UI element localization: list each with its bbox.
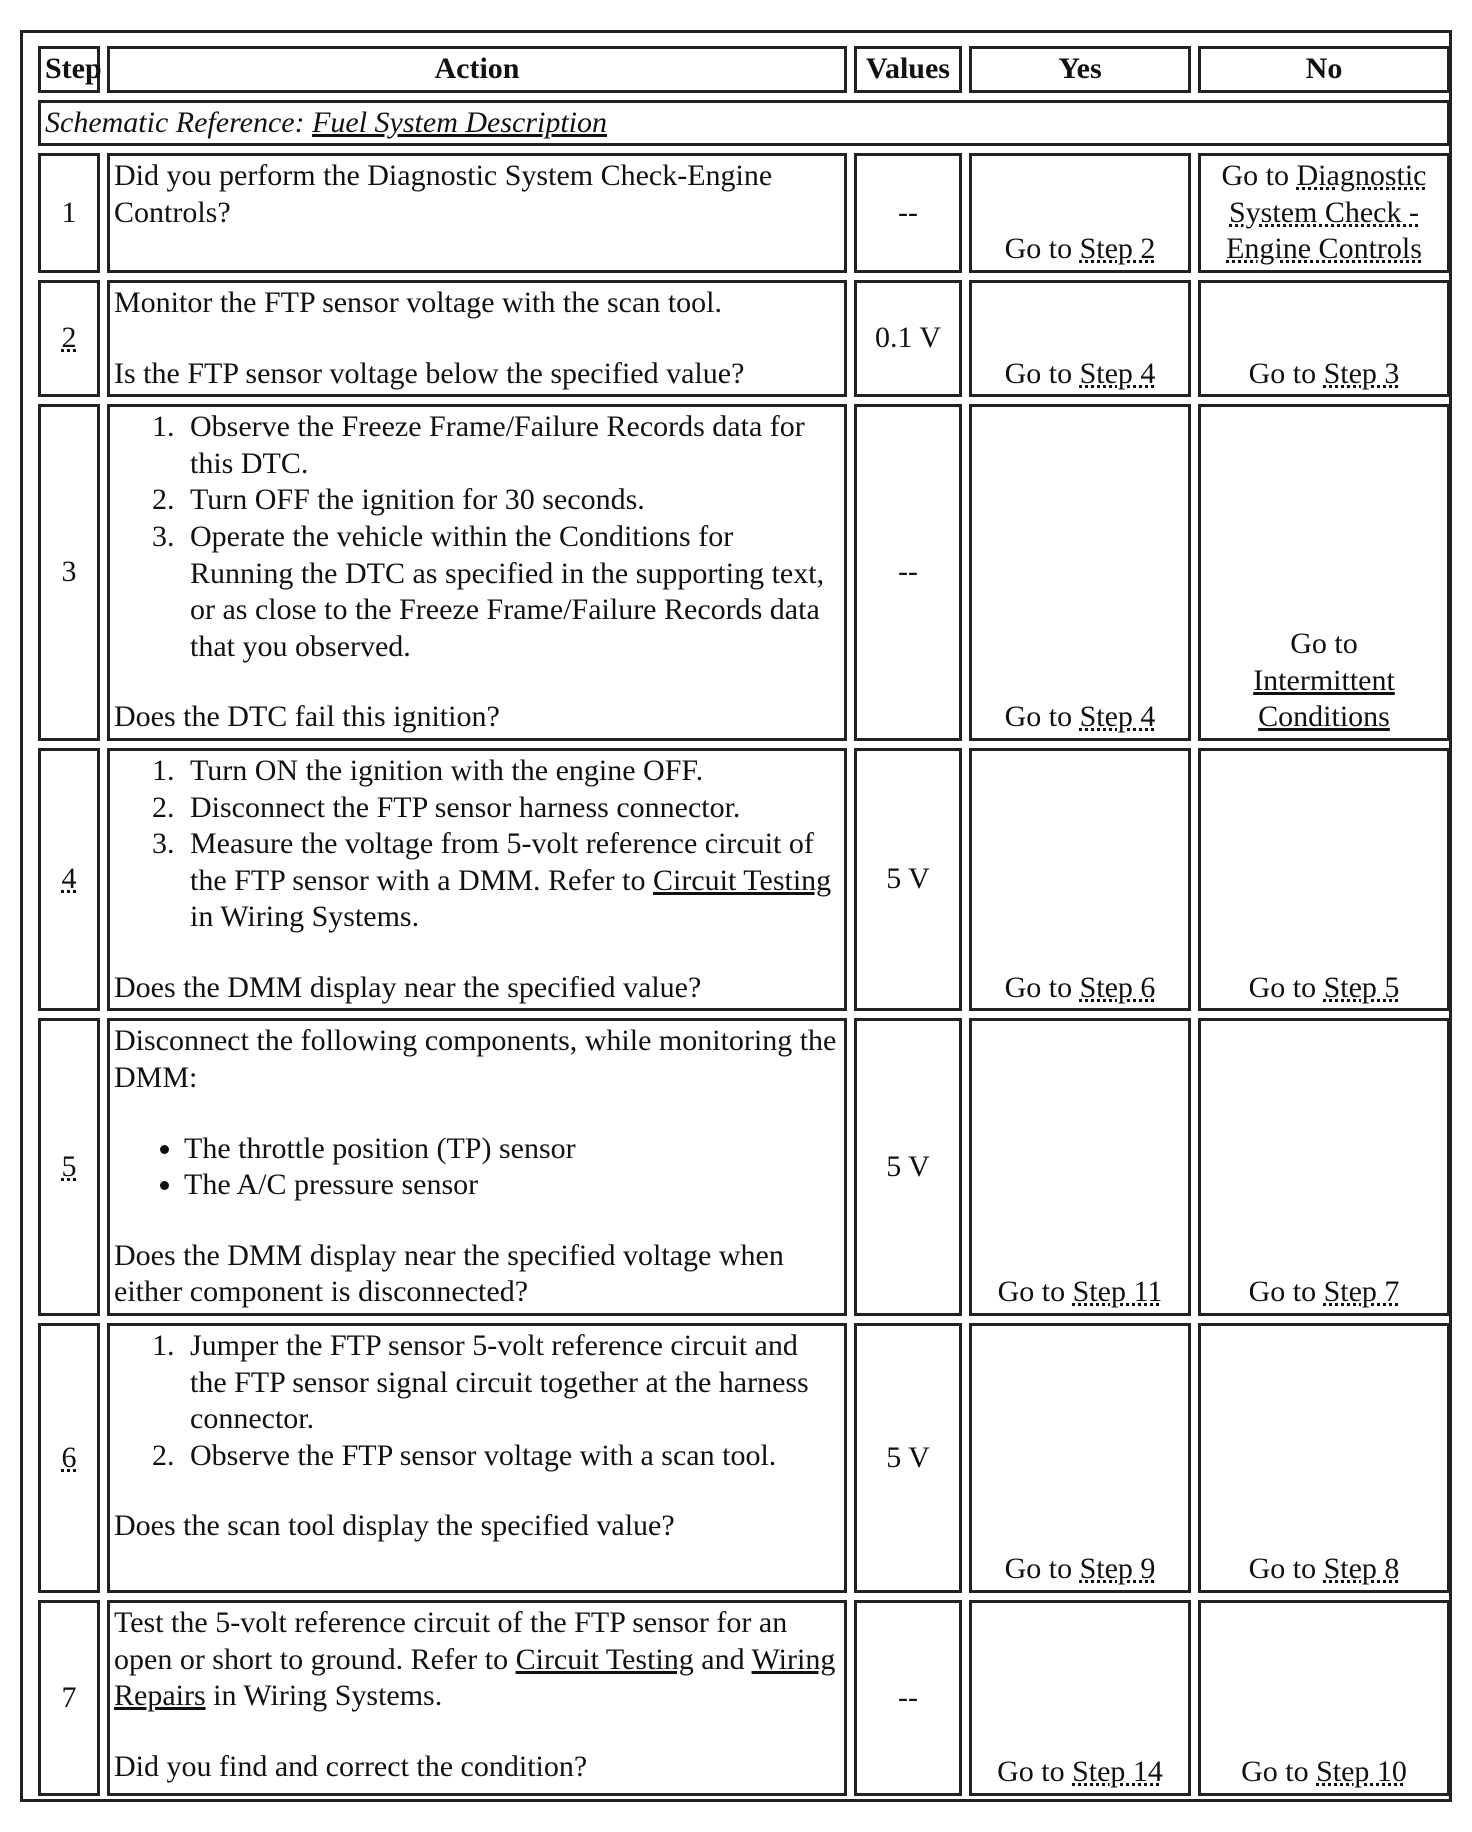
go-to-step-link[interactable]: Step 5 <box>1323 970 1400 1004</box>
value-cell: -- <box>854 1600 962 1796</box>
wiring-repairs-link[interactable]: Wiring Repairs <box>114 1642 836 1713</box>
item-text: in Wiring Systems. <box>190 900 420 934</box>
yes-cell <box>969 1600 1191 1796</box>
header-no: No <box>1198 46 1450 93</box>
circuit-testing-link[interactable]: Circuit Testing <box>515 1642 694 1676</box>
diagnostic-table-frame <box>20 30 1452 1802</box>
list-item: • The A/C pressure sensor <box>184 1167 840 1204</box>
table-row <box>38 1018 1450 1316</box>
no-prefix: Go to <box>1290 627 1358 661</box>
action-text: Disconnect the following components, while monitoring the DMM: <box>114 1024 837 1095</box>
go-to-step-link[interactable]: Step 3 <box>1323 356 1400 390</box>
diagnostic-table <box>31 39 1457 1803</box>
list-item: 2. Observe the FTP sensor voltage with a scan tool. <box>182 1438 840 1475</box>
step-number <box>38 1018 100 1316</box>
step-number <box>38 1323 100 1593</box>
list-item: 2. Disconnect the FTP sensor harness connector. <box>182 790 840 827</box>
action-steps-list <box>114 409 840 665</box>
table-row <box>38 748 1450 1012</box>
action-question: Is the FTP sensor voltage below the specified value? <box>114 356 745 390</box>
action-steps-list <box>114 753 840 936</box>
action-text <box>114 1605 840 1715</box>
action-cell <box>107 1323 847 1593</box>
no-prefix: Go to <box>1248 1275 1324 1309</box>
yes-cell <box>969 153 1191 273</box>
action-cell <box>107 1600 847 1796</box>
no-prefix: Go to <box>1248 970 1324 1004</box>
action-cell <box>107 1018 847 1316</box>
yes-cell <box>969 404 1191 741</box>
go-to-step-link[interactable]: Step 6 <box>1079 970 1156 1004</box>
action-steps-list <box>114 1328 840 1474</box>
fuel-system-description-link[interactable]: Fuel System Description <box>312 105 608 139</box>
action-question: Does the scan tool display the specified value? <box>114 1509 675 1543</box>
no-cell <box>1198 1323 1450 1593</box>
yes-prefix: Go to <box>997 1275 1073 1309</box>
header-row <box>38 46 1450 93</box>
list-item: • The throttle position (TP) sensor <box>184 1131 840 1168</box>
action-question: Does the DMM display near the specified voltage when either component is disconnected? <box>114 1238 784 1309</box>
value-cell: -- <box>854 153 962 273</box>
no-cell <box>1198 748 1450 1012</box>
step-number <box>38 280 100 397</box>
header-action: Action <box>107 46 847 93</box>
value-cell: 0.1 V <box>854 280 962 397</box>
value-cell: -- <box>854 404 962 741</box>
action-cell <box>107 404 847 741</box>
yes-prefix: Go to <box>997 1755 1073 1789</box>
go-to-step-link[interactable]: Step 10 <box>1316 1755 1407 1789</box>
yes-prefix: Go to <box>1004 700 1080 734</box>
yes-cell <box>969 1323 1191 1593</box>
value-cell: 5 V <box>854 748 962 1012</box>
header-values: Values <box>854 46 962 93</box>
yes-prefix: Go to <box>1004 970 1080 1004</box>
step-number-text: 5 <box>61 1149 77 1183</box>
components-list <box>114 1131 840 1204</box>
value-cell: 5 V <box>854 1323 962 1593</box>
table-row <box>38 1323 1450 1593</box>
action-cell <box>107 153 847 273</box>
go-to-step-link[interactable]: Step 4 <box>1079 356 1156 390</box>
schematic-reference <box>38 100 1450 147</box>
go-to-step-link[interactable]: Step 4 <box>1079 700 1156 734</box>
table-row <box>38 280 1450 397</box>
intermittent-conditions-link[interactable]: Intermittent Conditions <box>1253 663 1395 734</box>
action-cell <box>107 748 847 1012</box>
value-cell: 5 V <box>854 1018 962 1316</box>
list-item: 1. Turn ON the ignition with the engine OFF. <box>182 753 840 790</box>
step-number-text: 2 <box>61 321 77 355</box>
action-text: Did you perform the Diagnostic System Check-Engine Controls? <box>114 159 773 229</box>
list-item: 3. Operate the vehicle within the Conditions for Running the DTC as specified in the supporting text, or as close to the Freeze Frame/Failure Records data that you observed. <box>182 519 840 665</box>
circuit-testing-link[interactable]: Circuit Testing <box>653 863 832 897</box>
yes-cell <box>969 1018 1191 1316</box>
action-question: Does the DTC fail this ignition? <box>114 700 500 734</box>
table-row <box>38 404 1450 741</box>
go-to-step-link[interactable]: Step 2 <box>1079 232 1156 266</box>
action-text-part: and <box>693 1642 752 1676</box>
yes-prefix: Go to <box>1004 1552 1080 1586</box>
action-text-part: Test the 5-volt reference circuit of the FTP sensor for an open or short to ground. Refer to <box>114 1606 788 1676</box>
go-to-step-link[interactable]: Step 7 <box>1323 1275 1400 1309</box>
header-yes: Yes <box>969 46 1191 93</box>
yes-cell <box>969 748 1191 1012</box>
step-number: 3 <box>38 404 100 741</box>
list-item: 1. Observe the Freeze Frame/Failure Records data for this DTC. <box>182 409 840 482</box>
go-to-step-link[interactable]: Step 11 <box>1072 1275 1163 1309</box>
no-cell <box>1198 1018 1450 1316</box>
step-number: 1 <box>38 153 100 273</box>
yes-prefix: Go to <box>1004 232 1080 266</box>
no-prefix: Go to <box>1221 159 1297 193</box>
schematic-reference-label: Schematic Reference: <box>45 105 313 139</box>
list-item: 1. Jumper the FTP sensor 5-volt reference circuit and the FTP sensor signal circuit together at the harness connector. <box>182 1328 840 1438</box>
go-to-step-link[interactable]: Step 9 <box>1079 1552 1156 1586</box>
schematic-reference-row <box>38 100 1450 147</box>
action-cell <box>107 280 847 397</box>
yes-prefix: Go to <box>1004 356 1080 390</box>
step-number: 7 <box>38 1600 100 1796</box>
step-number-text: 4 <box>61 862 77 896</box>
header-step: Step <box>38 46 100 93</box>
action-text-part: in Wiring Systems. <box>205 1679 443 1713</box>
step-number-text: 6 <box>61 1440 77 1474</box>
table-row <box>38 153 1450 273</box>
action-text: Monitor the FTP sensor voltage with the scan tool. <box>114 285 722 319</box>
list-item <box>182 826 840 936</box>
go-to-step-link[interactable]: Step 14 <box>1072 1755 1163 1789</box>
diagnostic-system-check-link[interactable]: Diagnostic System Check - Engine Controls <box>1226 159 1427 266</box>
no-prefix: Go to <box>1248 1552 1324 1586</box>
no-cell <box>1198 153 1450 273</box>
action-question: Does the DMM display near the specified value? <box>114 970 702 1004</box>
no-cell <box>1198 1600 1450 1796</box>
no-cell <box>1198 280 1450 397</box>
yes-cell <box>969 280 1191 397</box>
go-to-step-link[interactable]: Step 8 <box>1323 1552 1400 1586</box>
no-prefix: Go to <box>1248 356 1324 390</box>
item-text: Measure the voltage from 5-volt reference circuit of the FTP sensor with a DMM. Refer to <box>190 827 814 897</box>
no-cell <box>1198 404 1450 741</box>
table-row <box>38 1600 1450 1796</box>
step-number <box>38 748 100 1012</box>
action-question: Did you find and correct the condition? <box>114 1749 588 1783</box>
list-item: 2. Turn OFF the ignition for 30 seconds. <box>182 482 840 519</box>
no-prefix: Go to <box>1241 1755 1317 1789</box>
